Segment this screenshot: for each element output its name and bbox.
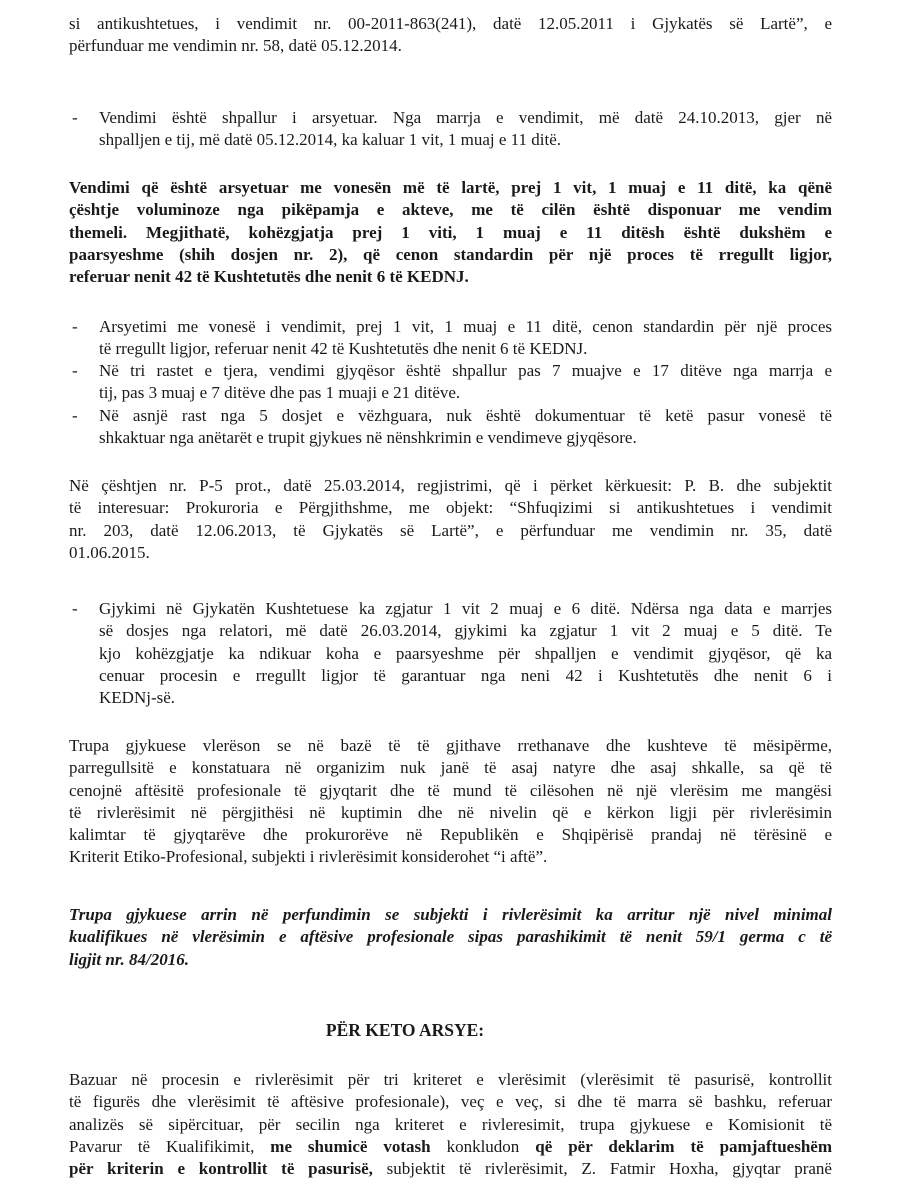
- text-run: konkludon: [430, 1136, 536, 1156]
- text-line: Trupa gjykuese vlerëson se në bazë të të gjithave rrethanave dhe kushteve të mësipërme,: [69, 736, 832, 755]
- text-line: Arsyetimi me vonesë i vendimit, prej 1 vit, 1 muaj e 11 ditë, cenon standardin për një proces: [99, 317, 832, 336]
- case-paragraph: [69, 475, 832, 564]
- text-line: nr. 203, datë 12.06.2013, të Gjykatës së Lartë”, e përfunduar me vendimin nr. 35, datë: [69, 520, 832, 540]
- text-line: Në çështjen nr. P-5 prot., datë 25.03.2014, regjistrimi, që i përket kërkuesit: P. B. dhe subjektit: [69, 476, 832, 495]
- text-line: kjo kohëzgjatje ka ndikuar koha e paarsyeshme për shpalljen e vendimit gjyqësor, që ka: [99, 643, 832, 663]
- text-line: tij, pas 3 muaj e 7 ditëve dhe pas 1 muaji e 21 ditëve.: [99, 383, 461, 403]
- paragraph-continuation: [69, 13, 832, 58]
- text-line: të rivlerësimit në përgjithësi në kuptimin dhe në nivelin që e kërkon ligji për rivlerësimin: [69, 802, 832, 822]
- text-line: paarsyeshme (shih dosjen nr. 2), që cenon standardin për një proces të rregullt ligjor,: [69, 244, 832, 264]
- bold-run: që për deklarim të pamjaftueshëm: [535, 1136, 832, 1156]
- bullet-dash: -: [72, 406, 78, 425]
- text-line: kalimtar të gjyqtarëve dhe prokurorëve në Republikën e Shqipërisë prandaj në tërësinë e: [69, 825, 832, 845]
- final-paragraph: [69, 1069, 832, 1180]
- bold-run: me shumicë votash: [270, 1136, 431, 1156]
- text-line: analizës së sipërcituar, për secilin nga kriteret e rivleresimit, trupa gjykuese e Komisionit të: [69, 1114, 832, 1134]
- text-line: Trupa gjykuese arrin në perfundimin se subjekti i rivlerësimit ka arritur një nivel minimal: [69, 905, 832, 924]
- bullet-dash: -: [72, 599, 78, 618]
- text-line: Në tri rastet e tjera, vendimi gjyqësor është shpallur pas 7 muajve e 17 ditëve nga marrja e: [99, 361, 832, 380]
- text-line: 01.06.2015.: [69, 542, 150, 562]
- text-line: Gjykimi në Gjykatën Kushtetuese ka zgjatur 1 vit 2 muaj e 6 ditë. Ndërsa nga data e marrjes: [99, 599, 832, 618]
- bold-paragraph: [69, 177, 832, 288]
- bold-run: për kriterin e kontrollit të pasurisë,: [69, 1159, 373, 1179]
- text-line: të figurës dhe vlerësimit të aftësive profesionale), veç e veç, si dhe të marra së bashku, referuar: [69, 1092, 832, 1112]
- text-line: të interesuar: Prokuroria e Përgjithshme, me objekt: “Shfuqizimi si antikushtetues i vendimit: [69, 498, 832, 518]
- bullet-dash: -: [72, 317, 78, 336]
- text-line: çështje voluminoze nga pikëpamja e akteve, me të cilën është disponuar me vendim: [69, 200, 832, 220]
- text-run: subjektit të rivlerësimit, Z. Fatmir Hoxha, gjyqtar pranë: [372, 1159, 832, 1179]
- text-line: KEDNj-së.: [99, 688, 176, 708]
- text-line: shpalljen e tij, më datë 05.12.2014, ka kaluar 1 vit, 1 muaj e 11 ditë.: [99, 130, 562, 150]
- text-line: referuar nenit 42 të Kushtetutës dhe nenit 6 të KEDNJ.: [69, 267, 469, 287]
- text-line: ligjit nr. 84/2016.: [69, 949, 189, 969]
- text-line: themeli. Megjithatë, kohëzgjatja prej 1 viti, 1 muaj e 11 ditësh është dukshëm e: [69, 222, 832, 242]
- text-line: Bazuar në procesin e rivlerësimit për tri kriteret e vlerësimit (vlerësimit të pasurisë, kontrollit: [69, 1070, 832, 1089]
- text-line: Në asnjë rast nga 5 dosjet e vëzhguara, nuk është dokumentuar të ketë pasur vonesë të: [99, 406, 832, 425]
- text-line: cenojnë aftësitë profesionale të gjyqtarit dhe të mund të cilësohen në një vlerësim me mangësi: [69, 780, 832, 800]
- conclusion-paragraph: [69, 904, 832, 971]
- text-line: cenuar procesin e rregullt ligjor të garantuar nga neni 42 i Kushtetutës dhe nenit 6 i: [99, 665, 832, 685]
- text-line: si antikushtetues, i vendimit nr. 00-2011-863(241), datë 12.05.2011 i Gjykatës së Lartë”, e: [69, 14, 832, 33]
- text-line: përfunduar me vendimin nr. 58, datë 05.12.2014.: [69, 36, 402, 56]
- section-heading: PËR KETO ARSYE:: [325, 1020, 485, 1040]
- text-line: parregullsitë e konstatuara në organizim nuk janë të asaj natyre dhe asaj shkalle, sa që të: [69, 758, 832, 778]
- assessment-paragraph: [69, 735, 832, 869]
- text-line: kualifikues në vlerësimin e aftësive profesionale sipas parashikimit të nenit 59/1 germa c të: [69, 927, 832, 947]
- text-line: [69, 1136, 832, 1158]
- text-line: [69, 1158, 832, 1180]
- text-line: të rregullt ligjor, referuar nenit 42 të Kushtetutës dhe nenit 6 të KEDNJ.: [99, 339, 588, 359]
- text-line: Kriterit Etiko-Profesional, subjekti i rivlerësimit konsiderohet “i aftë”.: [69, 847, 548, 867]
- text-line: shkaktuar nga anëtarët e trupit gjykues në nënshkrimin e vendimeve gjyqësore.: [99, 428, 637, 448]
- bullet-dash: -: [72, 361, 78, 380]
- bullet-dash: -: [72, 108, 78, 127]
- text-line: Vendimi është shpallur i arsyetuar. Nga marrja e vendimit, më datë 24.10.2013, gjer në: [99, 108, 832, 127]
- text-line: së dosjes nga relatori, më datë 26.03.2014, gjykimi ka zgjatur 1 vit 2 muaj e 5 ditë. Te: [99, 621, 832, 641]
- text-line: Vendimi që është arsyetuar me vonesën më të lartë, prej 1 vit, 1 muaj e 11 ditë, ka qënë: [69, 178, 832, 197]
- text-run: Pavarur të Kualifikimit,: [69, 1136, 271, 1156]
